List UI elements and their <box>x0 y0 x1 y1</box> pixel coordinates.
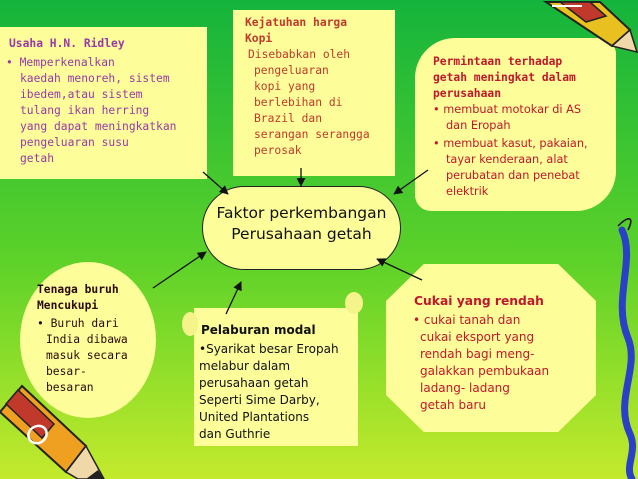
tenaga-title-2: Mencukupi <box>37 299 99 312</box>
kopi-title-2: Kopi <box>245 32 273 45</box>
ridley-line-4: yang dapat meningkatkan <box>20 120 177 133</box>
cukai-line-3: galakkan pembukaan <box>420 364 550 378</box>
kopi-line-4: berlebihan di <box>254 96 343 109</box>
squiggle-decoration <box>622 230 633 479</box>
ridley-title: Usaha H.N. Ridley <box>9 37 125 50</box>
tenaga-bullet: • Buruh dari <box>37 317 119 330</box>
permintaan-title-3: perusahaan <box>433 87 502 100</box>
kopi-title-1: Kejatuhan harga <box>245 16 348 29</box>
pelaburan-line-1: •Syarikat besar Eropah <box>199 342 339 356</box>
kopi-line-5: Brazil dan <box>254 112 323 125</box>
pelaburan-line-6: dan Guthrie <box>199 427 271 441</box>
pelaburan-line-5: United Plantations <box>199 410 310 424</box>
kopi-line-2: pengeluaran <box>254 64 329 77</box>
pelaburan-title: Pelaburan modal <box>201 323 316 337</box>
pelaburan-line-3: perusahaan getah <box>199 376 309 390</box>
arrow-ridley <box>203 172 228 194</box>
permintaan-title-2: getah meningkat dalam <box>433 71 576 84</box>
kopi-line-1: Disebabkan oleh <box>248 48 351 61</box>
cukai-title: Cukai yang rendah <box>414 294 544 308</box>
arrow-pelaburan <box>226 282 241 314</box>
tenaga-line-3: besar- <box>46 365 87 378</box>
cukai-line-5: getah baru <box>420 398 486 412</box>
central-line-1: Faktor perkembangan <box>216 204 387 222</box>
arrow-tenaga <box>153 252 206 288</box>
kopi-line-7: perosak <box>254 144 302 157</box>
permintaan-bullet-2: • membuat kasut, pakaian, <box>433 137 588 150</box>
pencil-icon <box>546 2 637 52</box>
permintaan-bullet-2-cont-3: elektrik <box>446 185 489 198</box>
kopi-line-3: kopi yang <box>254 80 316 93</box>
ridley-line-6: getah <box>20 152 55 165</box>
cukai-line-2: rendah bagi meng- <box>420 347 535 361</box>
ridley-line-5: pengeluaran susu <box>20 136 129 149</box>
central-line-2: Perusahaan getah <box>231 225 372 243</box>
tenaga-line-2: masuk secara <box>46 349 128 362</box>
permintaan-title-1: Permintaan terhadap <box>433 55 563 68</box>
crayon-icon <box>0 386 104 479</box>
tenaga-line-4: besaran <box>46 381 94 394</box>
cukai-line-1: cukai eksport yang <box>420 330 535 344</box>
tenaga-line-1: India dibawa <box>46 333 128 346</box>
arrow-cukai <box>377 259 422 280</box>
pelaburan-line-4: Seperti Sime Darby, <box>199 393 320 407</box>
cukai-bullet: • cukai tanah dan <box>413 313 521 327</box>
tenaga-title-1: Tenaga buruh <box>37 283 119 296</box>
ridley-line-2: ibedem,atau sistem <box>20 88 143 101</box>
ridley-line-3: tulang ikan herring <box>20 104 150 117</box>
permintaan-bullet-1: • membuat motokar di AS <box>433 103 582 116</box>
pelaburan-line-2: melabur dalam <box>199 359 291 373</box>
permintaan-bullet-2-cont-2: perubatan dan penebat <box>446 169 580 182</box>
permintaan-bullet-2-cont-1: tayar kenderaan, alat <box>446 153 568 166</box>
arrow-permintaan <box>394 170 428 194</box>
ridley-line-1: kaedah menoreh, sistem <box>20 72 170 85</box>
permintaan-bullet-1-cont: dan Eropah <box>446 119 511 132</box>
cukai-line-4: ladang- ladang <box>420 381 510 395</box>
kopi-line-6: serangan serangga <box>254 128 370 141</box>
ridley-bullet: • Memperkenalkan <box>6 56 115 69</box>
